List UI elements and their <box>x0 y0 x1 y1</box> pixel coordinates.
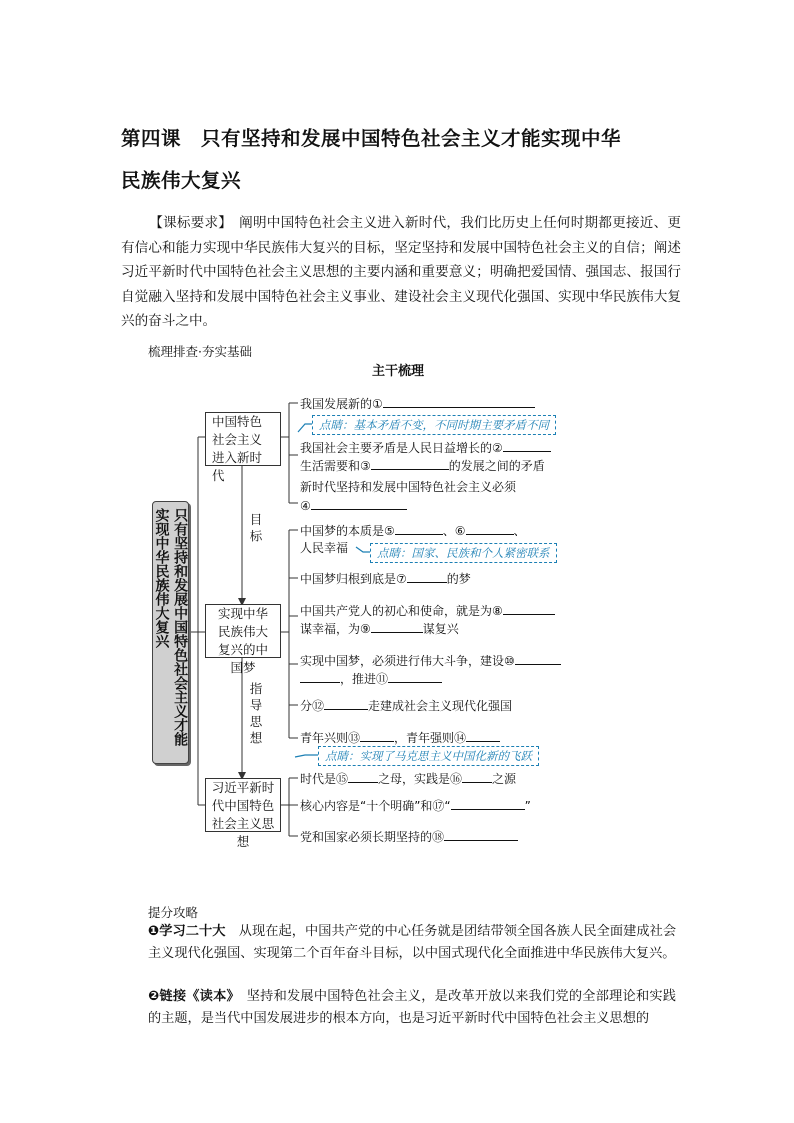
section-sort-label: 梳理排查·夯实基础 <box>148 344 252 359</box>
item-9: 青年兴则⑬ ，青年强则⑭ <box>300 727 500 748</box>
tip-1-text: 从现在起，中国共产党的中心任务就是团结带领全国各族人民全面建成社会主义现代化强国、实现第二个百年奋斗目标，以中国式现代化全面推进中华民族伟大复兴。 <box>148 924 677 961</box>
tip-2-marker: ❷链接《读本》 <box>148 989 234 1004</box>
box-new-era <box>205 412 281 483</box>
item-3a: 新时代坚持和发展中国特色社会主义必须 <box>300 480 517 494</box>
note-1: 点睛：基本矛盾不变，不同时期主要矛盾不同 <box>312 415 556 435</box>
item-7b: ，推进⑪ <box>300 668 442 689</box>
box-xi-thought-label: 习近平新时代中国特色社会主义思想 <box>211 780 275 849</box>
item-3b: ④ <box>300 495 407 516</box>
lesson-title-line1: 第四课 只有坚持和发展中国特色社会主义才能实现中华 <box>121 127 622 150</box>
item-7a: 实现中国梦，必须进行伟大斗争，建设⑩ <box>300 650 561 671</box>
note-2: 点睛：国家、民族和个人紧密联系 <box>370 543 557 563</box>
item-1: 我国发展新的① <box>300 393 535 414</box>
requirements-text: 阐明中国特色社会主义进入新时代，我们比历史上任何时期都更接近、更有信心和能力实现中华民族伟大复兴的目标，坚定坚持和发展中国特色社会主义的自信；阐述习近平新时代中国特色社会主义思想的主要内涵和重要意义；明确把爱国情、强国志、报国行自觉融入坚持和发展中国特色社会主义事业、建设社会主义现代化强国、实现中华民族伟大复兴的奋斗之中。 <box>121 215 682 329</box>
item-4a: 中国梦的本质是⑤ 、⑥ 、 <box>300 520 526 541</box>
requirements-label: 【课标要求】 <box>149 215 226 231</box>
item-10: 时代是⑮ 之母，实践是⑯ 之源 <box>300 768 516 789</box>
diagram-root-box <box>152 501 189 764</box>
item-11: 核心内容是“十个明确”和⑰“ ” <box>300 795 531 816</box>
tip-1 <box>148 921 676 964</box>
curriculum-requirements <box>121 211 681 334</box>
tip-2-text: 坚持和发展中国特色社会主义，是改革开放以来我们党的全部理论和实践的主题，是当代中国发展进步的根本方向，也是习近平新时代中国特色社会主义思想的 <box>148 989 676 1026</box>
box-xi-thought <box>205 778 281 849</box>
diagram-title: 主干梳理 <box>372 364 425 379</box>
root-label: 只有坚持和发展中国特色社会主义才能实现中华民族伟大复兴 <box>153 508 189 746</box>
connector-guide-label: 指导思想 <box>248 682 263 748</box>
tip-2 <box>148 986 676 1029</box>
item-12: 党和国家必须长期坚持的⑱ <box>300 826 518 847</box>
item-2a: 我国社会主要矛盾是人民日益增长的② <box>300 437 551 458</box>
item-6a: 中国共产党人的初心和使命，就是为⑧ <box>300 600 555 621</box>
item-2b: 生活需要和③ 的发展之间的矛盾 <box>300 455 545 476</box>
box-chinese-dream-label: 实现中华民族伟大复兴的中国梦 <box>217 606 268 675</box>
item-5: 中国梦归根到底是⑦ 的梦 <box>300 568 471 589</box>
tips-heading: 提分攻略 <box>148 905 199 920</box>
lesson-title-line2: 民族伟大复兴 <box>121 169 242 192</box>
note-3: 点睛：实现了马克思主义中国化新的飞跃 <box>318 746 539 766</box>
connector-goal-label: 目标 <box>248 513 263 546</box>
box-new-era-label: 中国特色社会主义进入新时代 <box>212 414 263 483</box>
lesson-title <box>121 118 681 202</box>
item-6b: 谋幸福，为⑨ 谋复兴 <box>300 618 459 639</box>
item-8: 分⑫ 走建成社会主义现代化强国 <box>300 695 512 716</box>
item-4b: 人民幸福 <box>300 541 349 555</box>
tip-1-marker: ❶学习二十大 <box>148 924 226 939</box>
box-chinese-dream <box>205 604 281 675</box>
